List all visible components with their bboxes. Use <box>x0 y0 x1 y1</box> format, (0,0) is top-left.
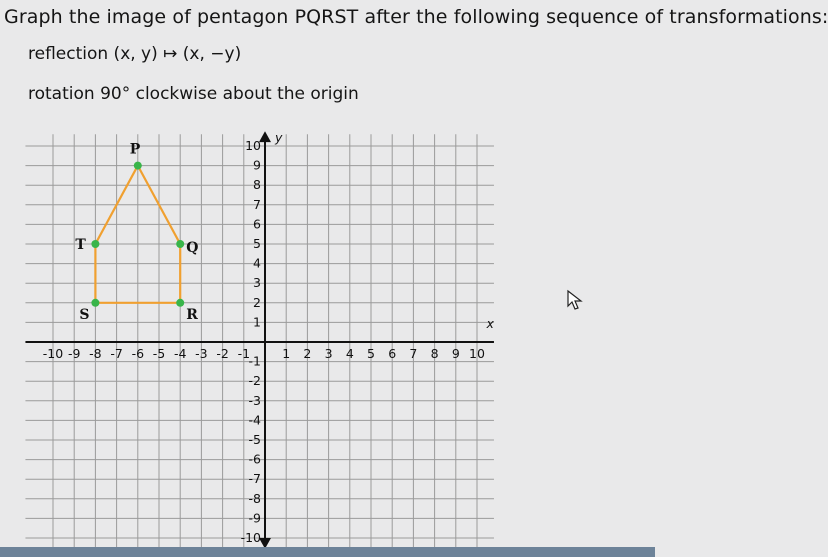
vertex-label-s: S <box>79 306 90 323</box>
vertex-label-q: Q <box>186 240 199 256</box>
x-tick-label: 7 <box>409 346 418 361</box>
x-tick-label: 4 <box>345 346 354 361</box>
x-tick-label: -8 <box>89 346 102 361</box>
y-axis-label: y <box>275 130 283 146</box>
x-tick-label: 6 <box>388 346 397 361</box>
y-tick-label: -8 <box>248 490 261 506</box>
transformation-step-rotation: rotation 90° clockwise about the origin <box>28 84 359 104</box>
y-tick-label: -2 <box>248 373 261 389</box>
vertex-point-r[interactable] <box>176 299 184 307</box>
y-tick-label: 2 <box>253 294 261 310</box>
x-tick-label: -1 <box>237 346 251 361</box>
y-tick-label: 10 <box>245 138 261 153</box>
prompt: Graph the image of pentagon PQRST after the following sequence of transformations: <box>4 6 828 28</box>
transformation-step-reflection: reflection (x, y) ↦ (x, −y) <box>28 44 242 64</box>
vertex-point-p[interactable] <box>134 162 142 170</box>
x-tick-label: -3 <box>195 346 208 361</box>
x-tick-label: -2 <box>216 346 229 361</box>
x-tick-label: 1 <box>282 346 291 361</box>
vertex-label-p: P <box>129 141 141 158</box>
y-tick-label: -3 <box>248 392 261 408</box>
y-tick-label: 7 <box>253 196 261 212</box>
x-tick-label: 10 <box>469 346 485 361</box>
mouse-pointer-icon <box>566 289 586 311</box>
y-tick-label: -10 <box>240 530 261 545</box>
vertex-point-q[interactable] <box>176 240 184 248</box>
x-tick-label: -7 <box>110 346 123 361</box>
y-tick-label: 3 <box>253 275 261 291</box>
y-tick-label: -4 <box>248 412 261 428</box>
x-tick-label: 2 <box>303 346 312 361</box>
y-tick-label: 6 <box>253 216 261 232</box>
vertex-label-t: T <box>75 237 86 253</box>
x-tick-label: 8 <box>430 346 439 361</box>
y-tick-label: -1 <box>248 353 261 369</box>
y-tick-label: -6 <box>248 451 261 467</box>
vertex-point-t[interactable] <box>91 240 99 248</box>
y-tick-label: 4 <box>253 255 261 271</box>
x-tick-label: 9 <box>451 346 460 361</box>
bottom-bar <box>0 547 655 557</box>
y-tick-label: -9 <box>248 510 261 526</box>
y-tick-label: -7 <box>248 471 261 487</box>
y-tick-label: 9 <box>253 157 261 173</box>
x-tick-label: -9 <box>67 346 81 361</box>
y-tick-label: 5 <box>253 236 261 251</box>
x-axis-label: x <box>486 316 494 331</box>
vertex-label-r: R <box>186 306 198 323</box>
vertex-point-s[interactable] <box>91 299 99 307</box>
x-tick-label: 5 <box>367 346 375 361</box>
x-tick-label: -10 <box>42 346 64 361</box>
y-tick-label: -5 <box>248 432 261 447</box>
x-tick-label: -5 <box>152 346 166 361</box>
x-tick-label: -4 <box>173 346 187 361</box>
x-tick-label: -6 <box>131 346 145 361</box>
y-tick-label: 8 <box>253 177 261 193</box>
y-tick-label: 1 <box>253 314 261 330</box>
x-tick-label: 3 <box>324 346 333 361</box>
